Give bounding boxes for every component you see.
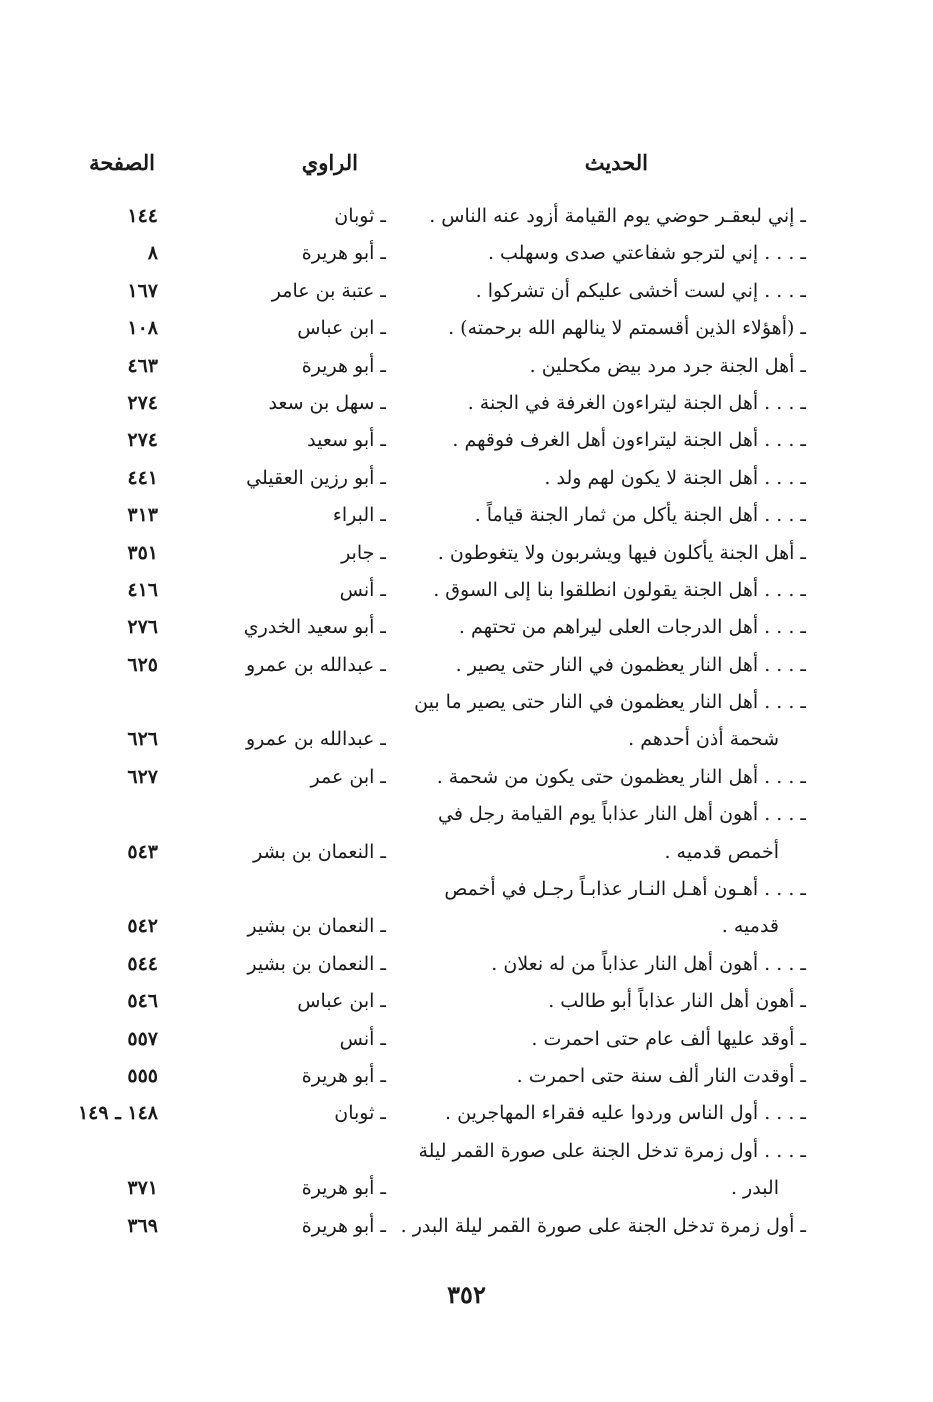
hadith-line-1: ـ . . . أهل الجنة ليتراءون أهل الغرف فوقهم . — [452, 429, 806, 452]
hadith-text — [396, 609, 806, 646]
table-row — [0, 647, 933, 684]
narrator-name: ـ أبو هريرة — [301, 1065, 386, 1088]
page-reference: ٤٦٣ — [127, 354, 158, 377]
page-reference: ٨ — [147, 242, 158, 265]
page-reference: ٤٤١ — [127, 466, 158, 489]
narrator-name: ـ عبدالله بن عمرو — [245, 653, 386, 676]
page-reference: ٦٢٧ — [127, 765, 158, 788]
hadith-text — [396, 1133, 806, 1208]
hadith-text — [396, 422, 806, 459]
hadith-text — [396, 1058, 806, 1095]
hadith-line-1: ـ . . . أهل النار يعظمون حتى يكون من شحمة . — [436, 765, 806, 788]
table-row — [0, 273, 933, 310]
hadith-line-1: ـ . . . أول الناس وردوا عليه فقراء المهاجرين . — [445, 1102, 806, 1125]
hadith-line-1: ـ . . . إني لست أخشى عليكم أن تشركوا . — [475, 279, 806, 302]
table-row — [0, 759, 933, 796]
table-row — [0, 572, 933, 609]
hadith-line-1: ـ . . . أهل الدرجات العلى ليراهم من تحتهم . — [458, 616, 806, 639]
narrator-name: ـ أبو هريرة — [301, 354, 386, 377]
hadith-line-1: ـ أوقد عليها ألف عام حتى احمرت . — [531, 1027, 806, 1050]
column-header-page: الصفحة — [89, 150, 155, 175]
hadith-line-1: ـ . . . أهل الجنة لا يكون لهم ولد . — [544, 466, 806, 489]
hadith-line-1: ـ إني لبعقـر حوضي يوم القيامة أزود عنه الناس . — [429, 205, 806, 227]
hadith-line-1: ـ أول زمرة تدخل الجنة على صورة القمر ليلة البدر . — [400, 1214, 806, 1237]
narrator-name: ـ ابن عمر — [310, 765, 386, 788]
narrator-name: ـ ثوبان — [334, 205, 386, 227]
narrator-name: ـ النعمان بن بشير — [247, 952, 386, 975]
table-header — [0, 150, 933, 186]
hadith-text — [396, 759, 806, 796]
column-header-hadith: الحديث — [584, 150, 648, 175]
page-reference: ١٤٨ ـ ١٤٩ — [77, 1102, 158, 1125]
hadith-text — [396, 310, 806, 347]
hadith-text — [396, 572, 806, 609]
hadith-text — [396, 385, 806, 422]
page-reference: ٣١٣ — [127, 504, 158, 527]
table-row — [0, 422, 933, 459]
hadith-text — [396, 198, 806, 235]
hadith-text — [396, 1021, 806, 1058]
page-reference: ٦٢٥ — [127, 653, 158, 676]
narrator-name: ـ أبو سعيد — [307, 429, 386, 452]
hadith-line-2: أخمص قدميه . — [664, 840, 779, 863]
hadith-line-1: ـ . . . أهل الجنة ليتراءون الغرفة في الجنة . — [467, 391, 806, 414]
hadith-text — [396, 1208, 806, 1245]
index-table — [0, 198, 933, 1245]
page-reference: ٥٥٥ — [127, 1065, 158, 1088]
table-row — [0, 1058, 933, 1095]
narrator-name: ـ أنس — [339, 1027, 386, 1050]
page-reference: ١٦٧ — [127, 279, 158, 302]
hadith-line-2: شحمة أذن أحدهم . — [628, 728, 779, 751]
hadith-text — [396, 796, 806, 871]
narrator-name: ـ عتبة بن عامر — [271, 279, 386, 302]
hadith-text — [396, 348, 806, 385]
page-number: ٣٥٢ — [447, 1280, 486, 1309]
page-reference: ٥٤٣ — [127, 840, 158, 863]
hadith-line-1: ـ أوقدت النار ألف سنة حتى احمرت . — [516, 1065, 806, 1088]
page-reference: ٥٤٢ — [127, 915, 158, 938]
table-row — [0, 235, 933, 272]
narrator-name: ـ ابن عباس — [297, 990, 386, 1013]
narrator-name: ـ أبو سعيد الخدري — [243, 616, 386, 639]
page-reference: ٦٢٦ — [127, 728, 158, 751]
table-row — [0, 348, 933, 385]
hadith-line-1: ـ . . . إني لترجو شفاعتي صدى وسهلب . — [487, 242, 806, 265]
page-reference: ١٠٨ — [127, 317, 158, 340]
narrator-name: ـ النعمان بن بشر — [253, 840, 386, 863]
hadith-text — [396, 497, 806, 534]
hadith-line-1: ـ . . . أول زمرة تدخل الجنة على صورة القمر ليلة — [418, 1139, 806, 1162]
hadith-line-1: ـ . . . أهـون أهـل النـار عذابـاً رجـل في أخمص — [444, 878, 806, 901]
page-reference: ٣٧١ — [127, 1177, 158, 1200]
table-row — [0, 1208, 933, 1245]
hadith-line-1: ـ . . . أهل الجنة يقولون انطلقوا بنا إلى السوق . — [433, 578, 806, 601]
page-reference: ٢٧٤ — [127, 429, 158, 452]
table-row — [0, 1095, 933, 1132]
hadith-text — [396, 983, 806, 1020]
hadith-line-2: قدميه . — [721, 915, 779, 938]
table-row — [0, 796, 933, 871]
table-row — [0, 871, 933, 946]
narrator-name: ـ أبو رزين العقيلي — [246, 466, 386, 489]
hadith-text — [396, 871, 806, 946]
table-row — [0, 983, 933, 1020]
table-row — [0, 609, 933, 646]
hadith-text — [396, 684, 806, 759]
hadith-text — [396, 235, 806, 272]
table-row — [0, 198, 933, 235]
hadith-line-2: البدر . — [730, 1177, 779, 1200]
narrator-name: ـ جابر — [341, 541, 386, 564]
narrator-name: ـ ابن عباس — [297, 317, 386, 340]
page-reference: ٢٧٦ — [127, 616, 158, 639]
hadith-text — [396, 647, 806, 684]
page-reference: ٣٦٩ — [127, 1214, 158, 1237]
hadith-line-1: ـ . . . أهون أهل النار عذاباً من له نعلان . — [491, 952, 806, 975]
narrator-name: ـ ثوبان — [334, 1102, 386, 1125]
hadith-line-1: ـ أهون أهل النار عذاباً أبو طالب . — [548, 990, 806, 1013]
page-reference: ٣٥١ — [127, 541, 158, 564]
narrator-name: ـ النعمان بن بشير — [247, 915, 386, 938]
page-reference: ٥٥٧ — [127, 1027, 158, 1050]
hadith-text — [396, 535, 806, 572]
hadith-line-1: ـ . . . أهون أهل النار عذاباً يوم القيامة رجل في — [438, 803, 806, 826]
table-row — [0, 535, 933, 572]
page-reference: ٥٤٦ — [127, 990, 158, 1013]
hadith-text — [396, 273, 806, 310]
table-row — [0, 1133, 933, 1208]
page-reference: ٥٤٤ — [127, 952, 158, 975]
narrator-name: ـ أبو هريرة — [301, 242, 386, 265]
hadith-line-1: ـ أهل الجنة جرد مرد بيض مكحلين . — [529, 354, 806, 377]
table-row — [0, 385, 933, 422]
narrator-name: ـ سهل بن سعد — [268, 391, 386, 414]
table-row — [0, 497, 933, 534]
hadith-line-1: ـ . . . أهل النار يعظمون في النار حتى يصير . — [455, 653, 806, 676]
column-header-narrator: الراوي — [301, 150, 358, 175]
hadith-line-1: ـ (أهؤلاء الذين أقسمتم لا ينالهم الله برحمته) . — [448, 317, 806, 340]
table-row — [0, 310, 933, 347]
hadith-text — [396, 946, 806, 983]
narrator-name: ـ عبدالله بن عمرو — [245, 728, 386, 751]
table-row — [0, 946, 933, 983]
hadith-line-1: ـ . . . أهل النار يعظمون في النار حتى يصير ما بين — [414, 691, 806, 714]
hadith-text — [396, 1095, 806, 1132]
page-reference: ٢٧٤ — [127, 391, 158, 414]
hadith-line-1: ـ أهل الجنة يأكلون فيها ويشربون ولا يتغوطون . — [437, 541, 806, 564]
page-reference: ١٤٤ — [127, 205, 158, 227]
page-reference: ٤١٦ — [127, 578, 158, 601]
table-row — [0, 460, 933, 497]
narrator-name: ـ أبو هريرة — [301, 1177, 386, 1200]
hadith-line-1: ـ . . . أهل الجنة يأكل من ثمار الجنة قياماً . — [474, 504, 806, 527]
narrator-name: ـ أنس — [339, 578, 386, 601]
hadith-text — [396, 460, 806, 497]
narrator-name: ـ البراء — [332, 504, 386, 527]
table-row — [0, 684, 933, 759]
narrator-name: ـ أبو هريرة — [301, 1214, 386, 1237]
table-row — [0, 1021, 933, 1058]
